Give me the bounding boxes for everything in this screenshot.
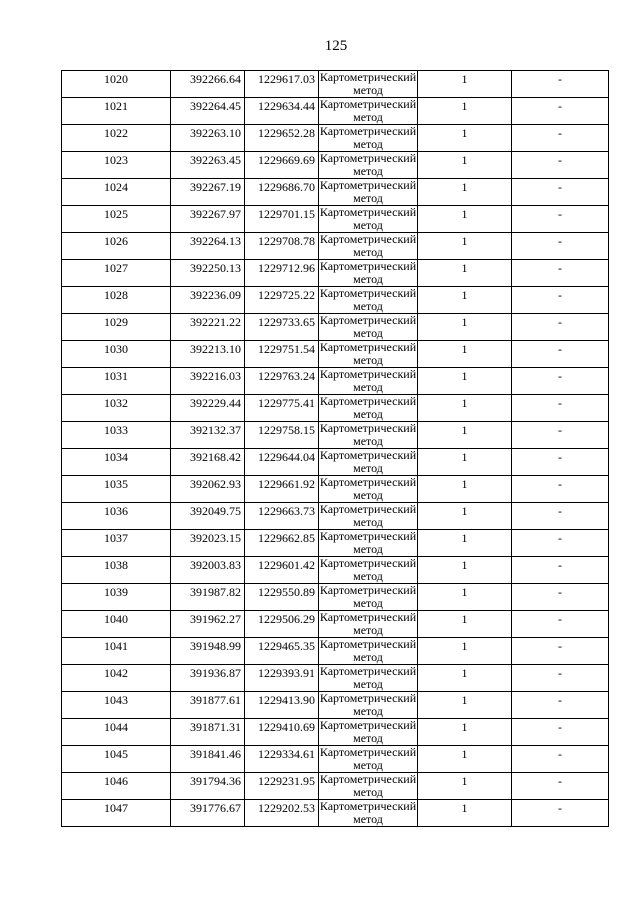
method-text: Картометрический метод	[319, 97, 417, 124]
description-cell: -	[512, 719, 609, 746]
x-coordinate-cell: 392263.10	[171, 125, 245, 152]
description-cell: -	[512, 98, 609, 125]
description-cell: -	[512, 287, 609, 314]
y-coordinate-cell: 1229652.28	[245, 125, 319, 152]
accuracy-cell: 1	[418, 314, 512, 341]
table-row	[62, 125, 609, 152]
x-coordinate-cell: 392236.09	[171, 287, 245, 314]
table-row	[62, 800, 609, 827]
method-text: Картометрический метод	[319, 124, 417, 151]
method-cell	[319, 314, 418, 341]
y-coordinate-cell: 1229662.85	[245, 530, 319, 557]
x-coordinate-cell: 392132.37	[171, 422, 245, 449]
table-row	[62, 503, 609, 530]
method-cell	[319, 611, 418, 638]
y-coordinate-cell: 1229708.78	[245, 233, 319, 260]
x-coordinate-cell: 392264.45	[171, 98, 245, 125]
table-row	[62, 233, 609, 260]
y-coordinate-cell: 1229663.73	[245, 503, 319, 530]
method-text: Картометрический метод	[319, 556, 417, 583]
method-text: Картометрический метод	[319, 313, 417, 340]
method-text: Картометрический метод	[319, 718, 417, 745]
table-row	[62, 260, 609, 287]
point-number-cell: 1032	[62, 395, 171, 422]
method-cell	[319, 449, 418, 476]
method-cell	[319, 476, 418, 503]
point-number-cell: 1033	[62, 422, 171, 449]
description-cell: -	[512, 773, 609, 800]
accuracy-cell: 1	[418, 71, 512, 98]
coordinates-table	[61, 70, 609, 827]
y-coordinate-cell: 1229733.65	[245, 314, 319, 341]
table-row	[62, 719, 609, 746]
description-cell: -	[512, 368, 609, 395]
point-number-cell: 1042	[62, 665, 171, 692]
y-coordinate-cell: 1229202.53	[245, 800, 319, 827]
method-text: Картометрический метод	[319, 151, 417, 178]
method-text: Картометрический метод	[319, 367, 417, 394]
description-cell: -	[512, 179, 609, 206]
x-coordinate-cell: 392267.97	[171, 206, 245, 233]
x-coordinate-cell: 391948.99	[171, 638, 245, 665]
y-coordinate-cell: 1229661.92	[245, 476, 319, 503]
x-coordinate-cell: 392221.22	[171, 314, 245, 341]
y-coordinate-cell: 1229712.96	[245, 260, 319, 287]
description-cell: -	[512, 584, 609, 611]
accuracy-cell: 1	[418, 584, 512, 611]
method-cell	[319, 692, 418, 719]
method-cell	[319, 584, 418, 611]
x-coordinate-cell: 391987.82	[171, 584, 245, 611]
method-text: Картометрический метод	[319, 232, 417, 259]
description-cell: -	[512, 314, 609, 341]
description-cell: -	[512, 125, 609, 152]
point-number-cell: 1023	[62, 152, 171, 179]
x-coordinate-cell: 392049.75	[171, 503, 245, 530]
table-row	[62, 71, 609, 98]
method-cell	[319, 152, 418, 179]
description-cell: -	[512, 665, 609, 692]
method-cell	[319, 233, 418, 260]
y-coordinate-cell: 1229669.69	[245, 152, 319, 179]
y-coordinate-cell: 1229686.70	[245, 179, 319, 206]
y-coordinate-cell: 1229410.69	[245, 719, 319, 746]
method-text: Картометрический метод	[319, 205, 417, 232]
method-cell	[319, 341, 418, 368]
accuracy-cell: 1	[418, 746, 512, 773]
description-cell: -	[512, 800, 609, 827]
method-text: Картометрический метод	[319, 502, 417, 529]
y-coordinate-cell: 1229601.42	[245, 557, 319, 584]
method-cell	[319, 665, 418, 692]
method-text: Картометрический метод	[319, 178, 417, 205]
y-coordinate-cell: 1229634.44	[245, 98, 319, 125]
point-number-cell: 1043	[62, 692, 171, 719]
point-number-cell: 1038	[62, 557, 171, 584]
y-coordinate-cell: 1229725.22	[245, 287, 319, 314]
table-row	[62, 638, 609, 665]
description-cell: -	[512, 503, 609, 530]
accuracy-cell: 1	[418, 341, 512, 368]
accuracy-cell: 1	[418, 449, 512, 476]
y-coordinate-cell: 1229393.91	[245, 665, 319, 692]
x-coordinate-cell: 392216.03	[171, 368, 245, 395]
description-cell: -	[512, 152, 609, 179]
description-cell: -	[512, 395, 609, 422]
description-cell: -	[512, 206, 609, 233]
point-number-cell: 1030	[62, 341, 171, 368]
point-number-cell: 1044	[62, 719, 171, 746]
method-text: Картометрический метод	[319, 448, 417, 475]
x-coordinate-cell: 392213.10	[171, 341, 245, 368]
description-cell: -	[512, 71, 609, 98]
y-coordinate-cell: 1229465.35	[245, 638, 319, 665]
accuracy-cell: 1	[418, 638, 512, 665]
method-text: Картометрический метод	[319, 529, 417, 556]
method-cell	[319, 638, 418, 665]
y-coordinate-cell: 1229775.41	[245, 395, 319, 422]
description-cell: -	[512, 746, 609, 773]
point-number-cell: 1021	[62, 98, 171, 125]
point-number-cell: 1035	[62, 476, 171, 503]
x-coordinate-cell: 392264.13	[171, 233, 245, 260]
accuracy-cell: 1	[418, 557, 512, 584]
x-coordinate-cell: 391871.31	[171, 719, 245, 746]
table-row	[62, 584, 609, 611]
point-number-cell: 1036	[62, 503, 171, 530]
y-coordinate-cell: 1229231.95	[245, 773, 319, 800]
method-text: Картометрический метод	[319, 583, 417, 610]
point-number-cell: 1047	[62, 800, 171, 827]
accuracy-cell: 1	[418, 206, 512, 233]
point-number-cell: 1040	[62, 611, 171, 638]
accuracy-cell: 1	[418, 287, 512, 314]
method-cell	[319, 260, 418, 287]
method-cell	[319, 98, 418, 125]
description-cell: -	[512, 341, 609, 368]
x-coordinate-cell: 392263.45	[171, 152, 245, 179]
point-number-cell: 1045	[62, 746, 171, 773]
description-cell: -	[512, 233, 609, 260]
x-coordinate-cell: 391936.87	[171, 665, 245, 692]
table-row	[62, 665, 609, 692]
x-coordinate-cell: 391794.36	[171, 773, 245, 800]
method-text: Картометрический метод	[319, 259, 417, 286]
method-cell	[319, 395, 418, 422]
point-number-cell: 1031	[62, 368, 171, 395]
method-cell	[319, 287, 418, 314]
method-text: Картометрический метод	[319, 610, 417, 637]
accuracy-cell: 1	[418, 476, 512, 503]
method-text: Картометрический метод	[319, 286, 417, 313]
method-cell	[319, 422, 418, 449]
description-cell: -	[512, 476, 609, 503]
method-cell	[319, 557, 418, 584]
accuracy-cell: 1	[418, 503, 512, 530]
description-cell: -	[512, 422, 609, 449]
accuracy-cell: 1	[418, 530, 512, 557]
table-row	[62, 422, 609, 449]
x-coordinate-cell: 391776.67	[171, 800, 245, 827]
table-row	[62, 773, 609, 800]
table-row	[62, 449, 609, 476]
table-row	[62, 314, 609, 341]
method-text: Картометрический метод	[319, 70, 417, 97]
x-coordinate-cell: 392003.83	[171, 557, 245, 584]
description-cell: -	[512, 530, 609, 557]
method-cell	[319, 719, 418, 746]
description-cell: -	[512, 638, 609, 665]
point-number-cell: 1028	[62, 287, 171, 314]
accuracy-cell: 1	[418, 152, 512, 179]
method-cell	[319, 503, 418, 530]
point-number-cell: 1027	[62, 260, 171, 287]
point-number-cell: 1026	[62, 233, 171, 260]
method-text: Картометрический метод	[319, 340, 417, 367]
table-row	[62, 368, 609, 395]
y-coordinate-cell: 1229763.24	[245, 368, 319, 395]
table-row	[62, 179, 609, 206]
table-row	[62, 611, 609, 638]
point-number-cell: 1029	[62, 314, 171, 341]
accuracy-cell: 1	[418, 719, 512, 746]
x-coordinate-cell: 391962.27	[171, 611, 245, 638]
method-text: Картометрический метод	[319, 637, 417, 664]
table-row	[62, 557, 609, 584]
accuracy-cell: 1	[418, 611, 512, 638]
method-text: Картометрический метод	[319, 421, 417, 448]
y-coordinate-cell: 1229334.61	[245, 746, 319, 773]
table-row	[62, 287, 609, 314]
table-row	[62, 692, 609, 719]
y-coordinate-cell: 1229701.15	[245, 206, 319, 233]
y-coordinate-cell: 1229617.03	[245, 71, 319, 98]
table-row	[62, 98, 609, 125]
point-number-cell: 1024	[62, 179, 171, 206]
method-cell	[319, 368, 418, 395]
method-cell	[319, 71, 418, 98]
table-row	[62, 530, 609, 557]
table-row	[62, 152, 609, 179]
accuracy-cell: 1	[418, 692, 512, 719]
accuracy-cell: 1	[418, 422, 512, 449]
description-cell: -	[512, 692, 609, 719]
table-row	[62, 746, 609, 773]
accuracy-cell: 1	[418, 773, 512, 800]
y-coordinate-cell: 1229413.90	[245, 692, 319, 719]
table-row	[62, 395, 609, 422]
table-body	[62, 71, 609, 827]
method-text: Картометрический метод	[319, 772, 417, 799]
method-cell	[319, 530, 418, 557]
point-number-cell: 1039	[62, 584, 171, 611]
table-row	[62, 206, 609, 233]
method-text: Картометрический метод	[319, 745, 417, 772]
accuracy-cell: 1	[418, 368, 512, 395]
x-coordinate-cell: 392168.42	[171, 449, 245, 476]
point-number-cell: 1022	[62, 125, 171, 152]
description-cell: -	[512, 260, 609, 287]
accuracy-cell: 1	[418, 98, 512, 125]
method-text: Картометрический метод	[319, 691, 417, 718]
method-cell	[319, 125, 418, 152]
x-coordinate-cell: 392267.19	[171, 179, 245, 206]
method-cell	[319, 179, 418, 206]
accuracy-cell: 1	[418, 260, 512, 287]
accuracy-cell: 1	[418, 800, 512, 827]
x-coordinate-cell: 392023.15	[171, 530, 245, 557]
accuracy-cell: 1	[418, 395, 512, 422]
x-coordinate-cell: 391841.46	[171, 746, 245, 773]
x-coordinate-cell: 392250.13	[171, 260, 245, 287]
point-number-cell: 1041	[62, 638, 171, 665]
accuracy-cell: 1	[418, 665, 512, 692]
x-coordinate-cell: 392062.93	[171, 476, 245, 503]
description-cell: -	[512, 611, 609, 638]
description-cell: -	[512, 449, 609, 476]
method-text: Картометрический метод	[319, 799, 417, 826]
method-cell	[319, 746, 418, 773]
y-coordinate-cell: 1229644.04	[245, 449, 319, 476]
y-coordinate-cell: 1229751.54	[245, 341, 319, 368]
method-cell	[319, 773, 418, 800]
x-coordinate-cell: 391877.61	[171, 692, 245, 719]
description-cell: -	[512, 557, 609, 584]
y-coordinate-cell: 1229506.29	[245, 611, 319, 638]
x-coordinate-cell: 392266.64	[171, 71, 245, 98]
point-number-cell: 1037	[62, 530, 171, 557]
accuracy-cell: 1	[418, 125, 512, 152]
y-coordinate-cell: 1229550.89	[245, 584, 319, 611]
page-number: 125	[324, 38, 348, 54]
x-coordinate-cell: 392229.44	[171, 395, 245, 422]
method-text: Картометрический метод	[319, 475, 417, 502]
point-number-cell: 1034	[62, 449, 171, 476]
method-cell	[319, 206, 418, 233]
method-text: Картометрический метод	[319, 664, 417, 691]
accuracy-cell: 1	[418, 179, 512, 206]
point-number-cell: 1020	[62, 71, 171, 98]
method-cell	[319, 800, 418, 827]
y-coordinate-cell: 1229758.15	[245, 422, 319, 449]
method-text: Картометрический метод	[319, 394, 417, 421]
table-row	[62, 341, 609, 368]
accuracy-cell: 1	[418, 233, 512, 260]
point-number-cell: 1025	[62, 206, 171, 233]
point-number-cell: 1046	[62, 773, 171, 800]
table-row	[62, 476, 609, 503]
